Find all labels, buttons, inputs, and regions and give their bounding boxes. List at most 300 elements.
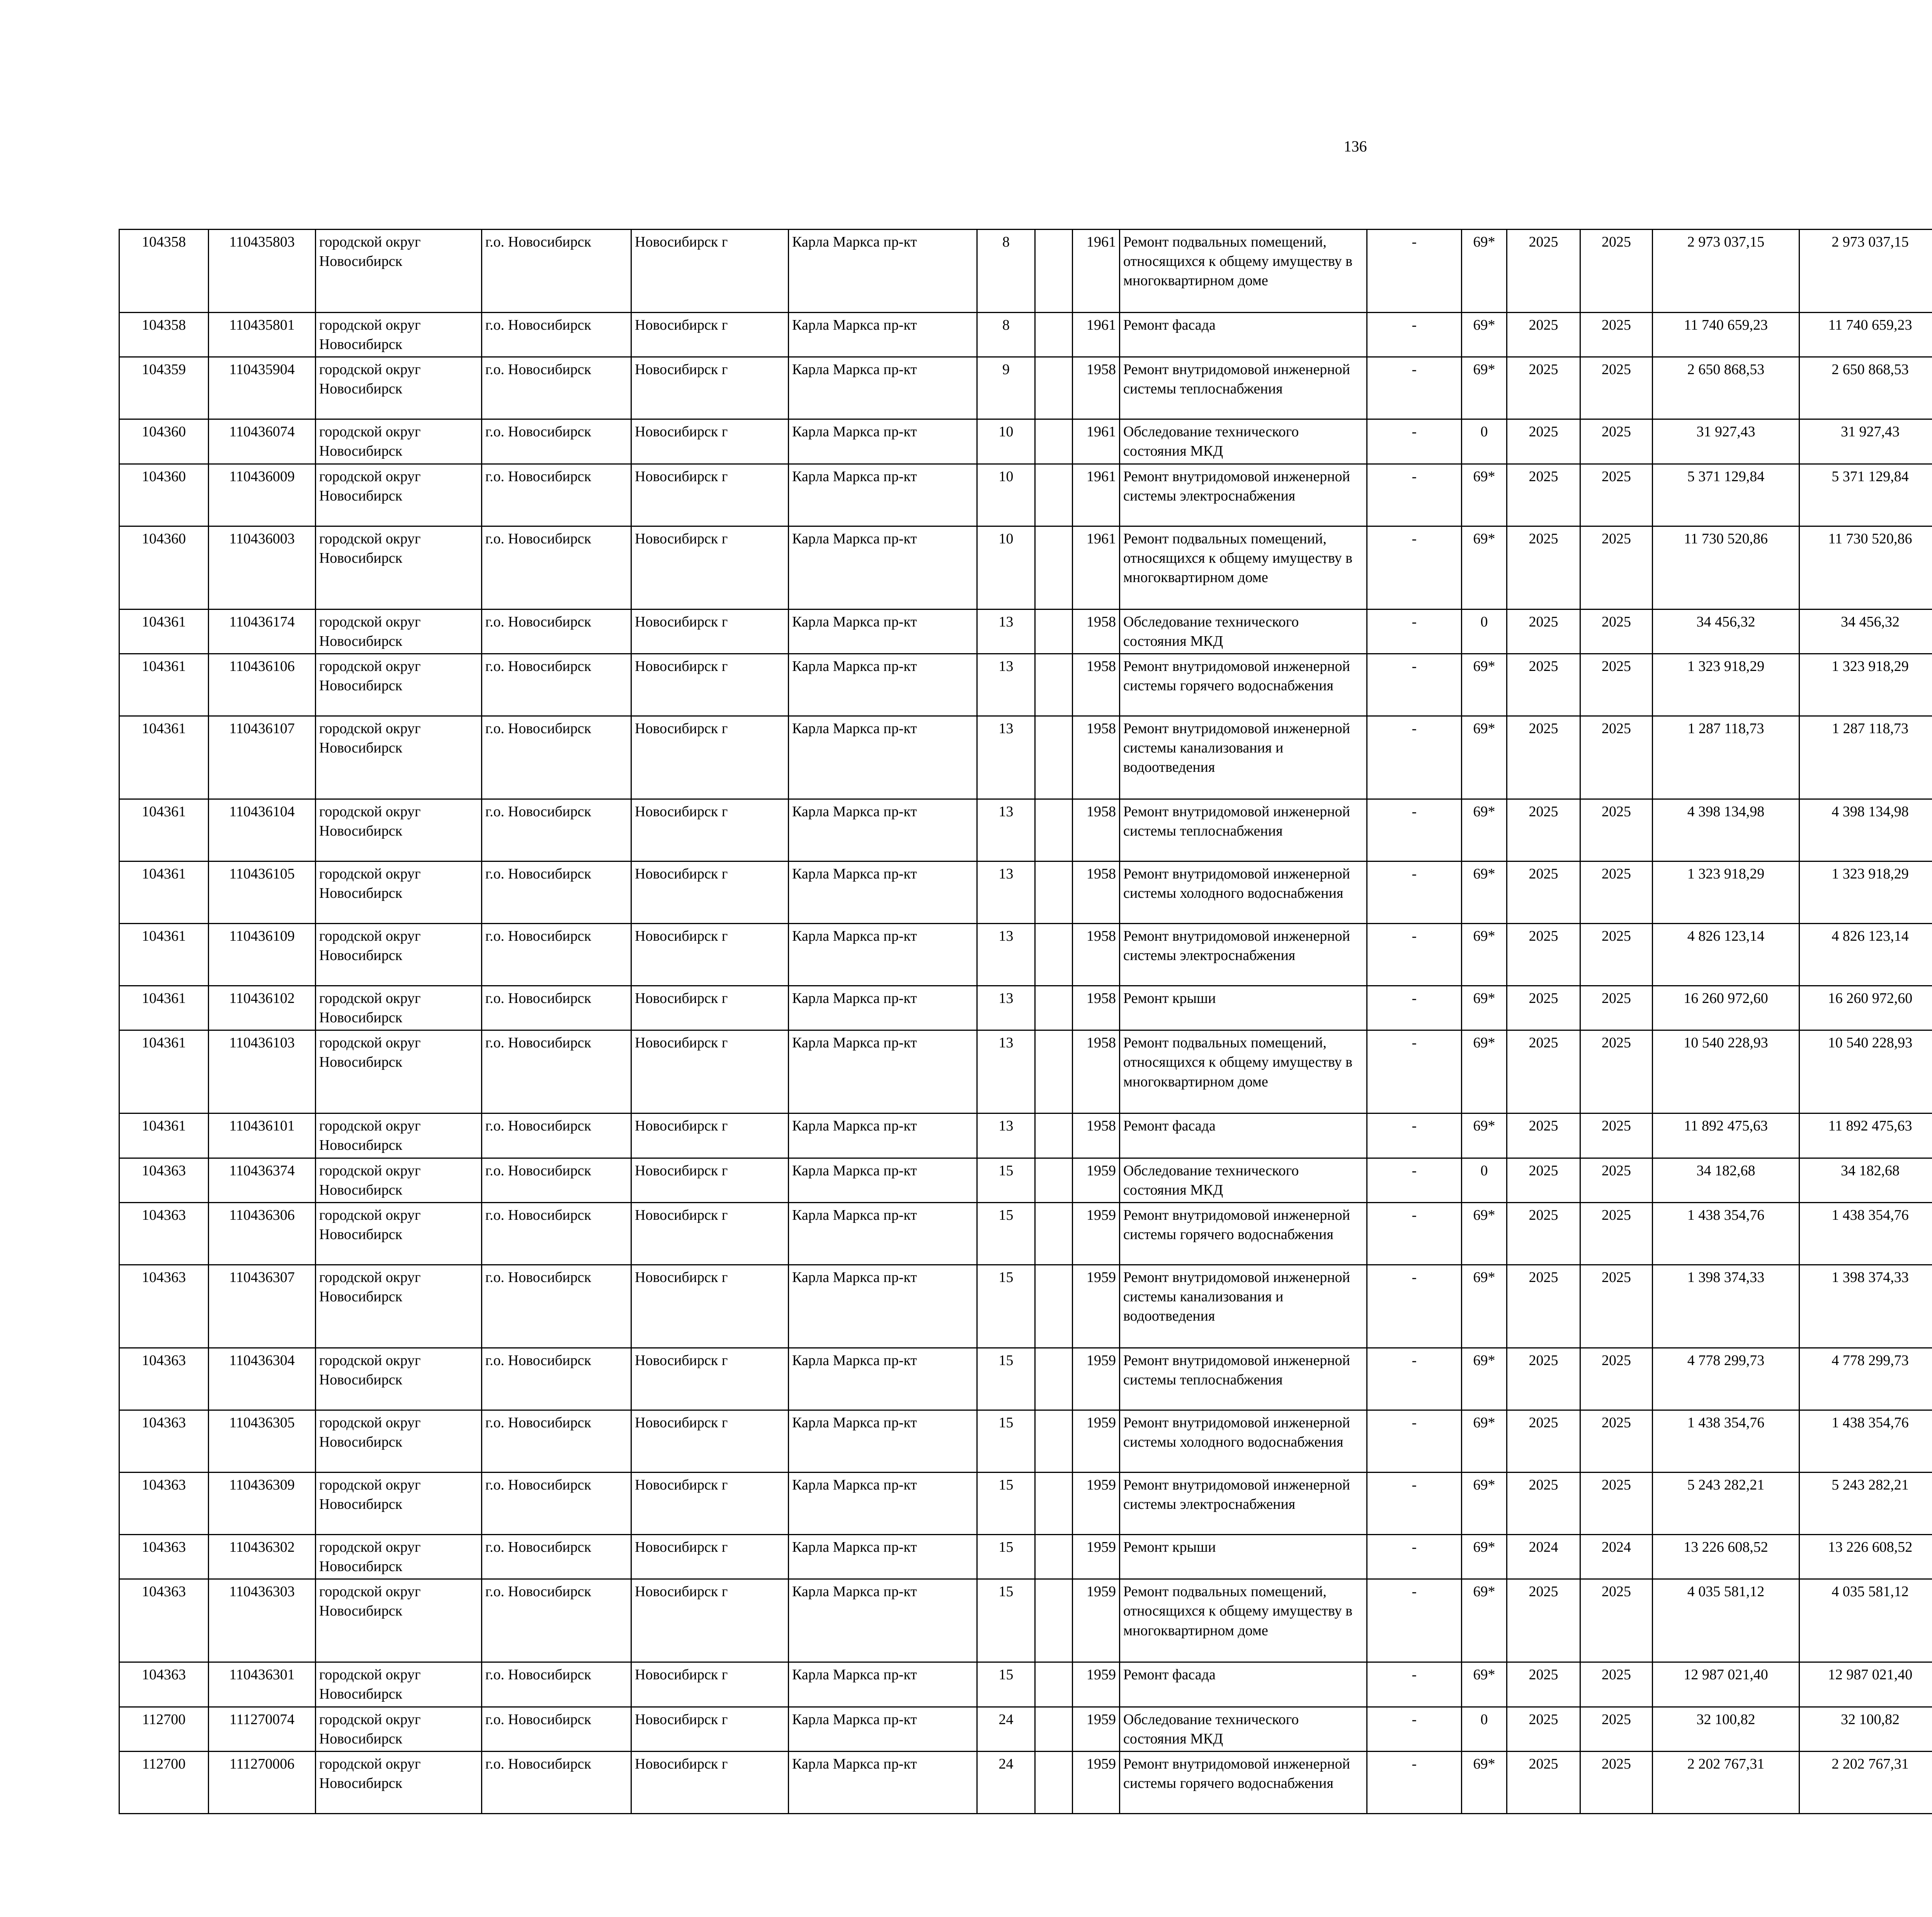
cell-house-id: 104363 [119,1265,209,1348]
cell-municipality: городской округ Новосибирск [316,1348,482,1410]
cell-plan-year-start: 2025 [1507,799,1580,861]
cell-building [1035,1202,1073,1265]
cell-street: Карла Маркса пр-кт [789,799,977,861]
cell-street: Карла Маркса пр-кт [789,464,977,526]
cell-plan-year-end: 2025 [1580,1030,1653,1113]
cell-unit: - [1367,861,1462,923]
cell-plan-year-end: 2025 [1580,357,1653,419]
cell-unit: - [1367,986,1462,1030]
cell-cost-fund: 1 438 354,76 [1799,1202,1932,1265]
cell-cost-fund: 4 398 134,98 [1799,799,1932,861]
cell-plan-year-start: 2025 [1507,861,1580,923]
cell-year-built: 1959 [1073,1707,1120,1751]
cell-unit: - [1367,230,1462,313]
cell-work-id: 110436109 [209,923,316,986]
cell-cost-total: 4 826 123,14 [1653,923,1799,986]
cell-work-type: Обследование технического состояния МКД [1120,1158,1367,1202]
cell-building [1035,357,1073,419]
cell-street: Карла Маркса пр-кт [789,1707,977,1751]
cell-city: Новосибирск г [631,1202,789,1265]
cell-cost-fund: 34 456,32 [1799,609,1932,654]
cell-work-id: 110436303 [209,1579,316,1662]
cell-year-built: 1958 [1073,654,1120,716]
cell-cost-total: 34 456,32 [1653,609,1799,654]
cell-street: Карла Маркса пр-кт [789,1202,977,1265]
cell-plan-year-end: 2025 [1580,923,1653,986]
cell-house-number: 13 [977,654,1035,716]
cell-building [1035,1113,1073,1158]
cell-street: Карла Маркса пр-кт [789,313,977,357]
cell-plan-year-end: 2025 [1580,1265,1653,1348]
cell-cost-fund: 4 826 123,14 [1799,923,1932,986]
cell-cost-fund: 1 438 354,76 [1799,1410,1932,1472]
cell-plan-year-start: 2025 [1507,1472,1580,1534]
cell-year-built: 1959 [1073,1472,1120,1534]
cell-house-number: 15 [977,1348,1035,1410]
cell-work-id: 110436003 [209,526,316,609]
cell-house-number: 10 [977,419,1035,464]
cell-house-number: 15 [977,1662,1035,1707]
cell-settlement: г.о. Новосибирск [482,609,631,654]
cell-area-rate: 69* [1462,526,1507,609]
cell-cost-fund: 12 987 021,40 [1799,1662,1932,1707]
cell-year-built: 1961 [1073,464,1120,526]
cell-house-id: 104363 [119,1410,209,1472]
cell-plan-year-end: 2025 [1580,1113,1653,1158]
cell-work-id: 110436103 [209,1030,316,1113]
cell-settlement: г.о. Новосибирск [482,1662,631,1707]
cell-unit: - [1367,1158,1462,1202]
cell-work-id: 111270006 [209,1751,316,1813]
cell-city: Новосибирск г [631,654,789,716]
cell-street: Карла Маркса пр-кт [789,716,977,799]
cell-settlement: г.о. Новосибирск [482,1534,631,1579]
cell-unit: - [1367,313,1462,357]
cell-city: Новосибирск г [631,1158,789,1202]
cell-work-id: 110436307 [209,1265,316,1348]
cell-house-id: 104361 [119,986,209,1030]
cell-work-type: Ремонт внутридомовой инженерной системы горячего водоснабжения [1120,1202,1367,1265]
cell-settlement: г.о. Новосибирск [482,1751,631,1813]
cell-area-rate: 69* [1462,1472,1507,1534]
cell-unit: - [1367,1348,1462,1410]
cell-house-id: 104361 [119,923,209,986]
table-row [119,1472,1932,1534]
cell-unit: - [1367,1202,1462,1265]
cell-unit: - [1367,1534,1462,1579]
cell-house-number: 8 [977,313,1035,357]
cell-cost-total: 11 892 475,63 [1653,1113,1799,1158]
cell-plan-year-start: 2025 [1507,1662,1580,1707]
table-row [119,230,1932,313]
table-row [119,1158,1932,1202]
cell-plan-year-start: 2025 [1507,230,1580,313]
cell-work-type: Ремонт фасада [1120,1662,1367,1707]
cell-year-built: 1961 [1073,313,1120,357]
cell-house-number: 13 [977,861,1035,923]
cell-plan-year-end: 2025 [1580,1707,1653,1751]
cell-cost-total: 32 100,82 [1653,1707,1799,1751]
cell-plan-year-end: 2025 [1580,609,1653,654]
cell-municipality: городской округ Новосибирск [316,654,482,716]
cell-area-rate: 69* [1462,230,1507,313]
cell-area-rate: 69* [1462,654,1507,716]
cell-city: Новосибирск г [631,1707,789,1751]
cell-work-type: Ремонт внутридомовой инженерной системы холодного водоснабжения [1120,1410,1367,1472]
cell-year-built: 1958 [1073,1030,1120,1113]
cell-plan-year-start: 2025 [1507,1030,1580,1113]
cell-area-rate: 0 [1462,1707,1507,1751]
cell-year-built: 1958 [1073,923,1120,986]
cell-unit: - [1367,1579,1462,1662]
cell-plan-year-start: 2025 [1507,609,1580,654]
cell-area-rate: 69* [1462,1113,1507,1158]
cell-year-built: 1961 [1073,419,1120,464]
cell-settlement: г.о. Новосибирск [482,230,631,313]
cell-building [1035,1579,1073,1662]
cell-year-built: 1959 [1073,1662,1120,1707]
table-row [119,1579,1932,1662]
cell-work-id: 110436304 [209,1348,316,1410]
cell-cost-fund: 31 927,43 [1799,419,1932,464]
cell-settlement: г.о. Новосибирск [482,716,631,799]
cell-cost-total: 2 973 037,15 [1653,230,1799,313]
cell-settlement: г.о. Новосибирск [482,1472,631,1534]
table-row [119,1534,1932,1579]
cell-unit: - [1367,357,1462,419]
cell-house-id: 104358 [119,313,209,357]
cell-municipality: городской округ Новосибирск [316,1030,482,1113]
cell-house-number: 13 [977,716,1035,799]
cell-area-rate: 0 [1462,609,1507,654]
cell-plan-year-end: 2024 [1580,1534,1653,1579]
cell-plan-year-start: 2025 [1507,1410,1580,1472]
cell-cost-fund: 2 650 868,53 [1799,357,1932,419]
cell-cost-total: 1 438 354,76 [1653,1202,1799,1265]
cell-plan-year-end: 2025 [1580,861,1653,923]
cell-house-id: 104363 [119,1472,209,1534]
cell-cost-total: 11 730 520,86 [1653,526,1799,609]
cell-street: Карла Маркса пр-кт [789,1348,977,1410]
cell-unit: - [1367,609,1462,654]
cell-cost-total: 2 650 868,53 [1653,357,1799,419]
cell-cost-total: 5 243 282,21 [1653,1472,1799,1534]
cell-municipality: городской округ Новосибирск [316,716,482,799]
cell-house-number: 13 [977,1030,1035,1113]
cell-city: Новосибирск г [631,609,789,654]
cell-house-id: 104360 [119,464,209,526]
cell-work-type: Ремонт внутридомовой инженерной системы теплоснабжения [1120,1348,1367,1410]
cell-street: Карла Маркса пр-кт [789,419,977,464]
cell-municipality: городской округ Новосибирск [316,313,482,357]
cell-cost-total: 13 226 608,52 [1653,1534,1799,1579]
cell-house-number: 13 [977,1113,1035,1158]
cell-house-number: 15 [977,1410,1035,1472]
cell-cost-total: 1 438 354,76 [1653,1410,1799,1472]
cell-unit: - [1367,1472,1462,1534]
cell-cost-fund: 1 398 374,33 [1799,1265,1932,1348]
cell-municipality: городской округ Новосибирск [316,1202,482,1265]
table-row [119,1410,1932,1472]
cell-year-built: 1959 [1073,1534,1120,1579]
cell-plan-year-end: 2025 [1580,1158,1653,1202]
cell-city: Новосибирск г [631,419,789,464]
cell-plan-year-start: 2025 [1507,1751,1580,1813]
cell-plan-year-start: 2025 [1507,313,1580,357]
cell-settlement: г.о. Новосибирск [482,923,631,986]
cell-city: Новосибирск г [631,861,789,923]
cell-municipality: городской округ Новосибирск [316,1751,482,1813]
cell-cost-total: 1 323 918,29 [1653,654,1799,716]
cell-settlement: г.о. Новосибирск [482,1113,631,1158]
cell-work-id: 110436105 [209,861,316,923]
cell-unit: - [1367,1662,1462,1707]
cell-house-number: 13 [977,986,1035,1030]
cell-building [1035,861,1073,923]
cell-house-number: 13 [977,609,1035,654]
cell-cost-total: 1 323 918,29 [1653,861,1799,923]
cell-city: Новосибирск г [631,1410,789,1472]
cell-work-type: Ремонт внутридомовой инженерной системы электроснабжения [1120,923,1367,986]
cell-house-number: 13 [977,923,1035,986]
cell-city: Новосибирск г [631,357,789,419]
cell-city: Новосибирск г [631,986,789,1030]
cell-street: Карла Маркса пр-кт [789,1265,977,1348]
cell-work-type: Ремонт подвальных помещений, относящихся к общему имуществу в многоквартирном доме [1120,526,1367,609]
cell-municipality: городской округ Новосибирск [316,230,482,313]
cell-plan-year-end: 2025 [1580,1751,1653,1813]
cell-plan-year-end: 2025 [1580,799,1653,861]
cell-house-number: 8 [977,230,1035,313]
cell-work-id: 110436305 [209,1410,316,1472]
cell-area-rate: 69* [1462,464,1507,526]
cell-municipality: городской округ Новосибирск [316,1113,482,1158]
cell-area-rate: 69* [1462,1030,1507,1113]
cell-plan-year-end: 2025 [1580,986,1653,1030]
cell-house-number: 24 [977,1707,1035,1751]
cell-area-rate: 69* [1462,1410,1507,1472]
cell-area-rate: 69* [1462,1348,1507,1410]
cell-house-number: 15 [977,1158,1035,1202]
cell-house-id: 104363 [119,1534,209,1579]
cell-cost-fund: 1 287 118,73 [1799,716,1932,799]
cell-work-id: 110435904 [209,357,316,419]
cell-cost-fund: 11 740 659,23 [1799,313,1932,357]
table-row [119,1751,1932,1813]
cell-settlement: г.о. Новосибирск [482,357,631,419]
cell-street: Карла Маркса пр-кт [789,1751,977,1813]
cell-settlement: г.о. Новосибирск [482,986,631,1030]
cell-work-id: 110436074 [209,419,316,464]
cell-city: Новосибирск г [631,923,789,986]
cell-settlement: г.о. Новосибирск [482,1030,631,1113]
cell-work-type: Ремонт внутридомовой инженерной системы теплоснабжения [1120,799,1367,861]
table-row [119,357,1932,419]
cell-work-id: 110436301 [209,1662,316,1707]
table-row [119,1265,1932,1348]
cell-area-rate: 69* [1462,1265,1507,1348]
cell-house-number: 15 [977,1472,1035,1534]
cell-cost-total: 1 398 374,33 [1653,1265,1799,1348]
cell-work-id: 110436009 [209,464,316,526]
cell-plan-year-end: 2025 [1580,1662,1653,1707]
cell-plan-year-end: 2025 [1580,1579,1653,1662]
cell-work-id: 110436102 [209,986,316,1030]
cell-area-rate: 69* [1462,923,1507,986]
cell-work-id: 110436104 [209,799,316,861]
cell-work-id: 110435803 [209,230,316,313]
cell-street: Карла Маркса пр-кт [789,1534,977,1579]
cell-work-id: 110435801 [209,313,316,357]
cell-cost-fund: 1 323 918,29 [1799,861,1932,923]
cell-year-built: 1959 [1073,1202,1120,1265]
table-row [119,1348,1932,1410]
cell-building [1035,716,1073,799]
table-row [119,1113,1932,1158]
table-row [119,986,1932,1030]
cell-municipality: городской округ Новосибирск [316,799,482,861]
cell-cost-total: 4 398 134,98 [1653,799,1799,861]
cell-cost-total: 5 371 129,84 [1653,464,1799,526]
cell-building [1035,1534,1073,1579]
cell-house-number: 10 [977,464,1035,526]
cell-municipality: городской округ Новосибирск [316,1579,482,1662]
cell-municipality: городской округ Новосибирск [316,1158,482,1202]
cell-work-type: Обследование технического состояния МКД [1120,609,1367,654]
repair-schedule-table [119,229,1932,1814]
cell-year-built: 1961 [1073,230,1120,313]
cell-city: Новосибирск г [631,1472,789,1534]
cell-building [1035,526,1073,609]
cell-year-built: 1958 [1073,716,1120,799]
cell-settlement: г.о. Новосибирск [482,1707,631,1751]
cell-house-id: 104361 [119,861,209,923]
cell-work-type: Ремонт фасада [1120,313,1367,357]
cell-house-id: 104363 [119,1202,209,1265]
cell-street: Карла Маркса пр-кт [789,861,977,923]
cell-city: Новосибирск г [631,1534,789,1579]
cell-house-id: 104363 [119,1579,209,1662]
table-row [119,799,1932,861]
cell-cost-fund: 5 243 282,21 [1799,1472,1932,1534]
cell-house-number: 9 [977,357,1035,419]
cell-street: Карла Маркса пр-кт [789,1662,977,1707]
cell-cost-total: 16 260 972,60 [1653,986,1799,1030]
cell-area-rate: 69* [1462,357,1507,419]
cell-work-type: Ремонт подвальных помещений, относящихся к общему имуществу в многоквартирном доме [1120,1579,1367,1662]
cell-plan-year-end: 2025 [1580,716,1653,799]
cell-street: Карла Маркса пр-кт [789,526,977,609]
cell-building [1035,654,1073,716]
cell-house-id: 104363 [119,1348,209,1410]
cell-plan-year-start: 2025 [1507,986,1580,1030]
cell-street: Карла Маркса пр-кт [789,1472,977,1534]
cell-settlement: г.о. Новосибирск [482,1410,631,1472]
cell-plan-year-start: 2025 [1507,1158,1580,1202]
cell-house-id: 104361 [119,716,209,799]
cell-unit: - [1367,419,1462,464]
cell-cost-fund: 2 202 767,31 [1799,1751,1932,1813]
cell-year-built: 1958 [1073,357,1120,419]
cell-area-rate: 69* [1462,986,1507,1030]
cell-year-built: 1959 [1073,1158,1120,1202]
cell-cost-total: 2 202 767,31 [1653,1751,1799,1813]
cell-work-id: 110436309 [209,1472,316,1534]
cell-municipality: городской округ Новосибирск [316,1534,482,1579]
cell-street: Карла Маркса пр-кт [789,986,977,1030]
cell-building [1035,419,1073,464]
cell-work-type: Обследование технического состояния МКД [1120,419,1367,464]
cell-house-id: 104361 [119,654,209,716]
cell-house-id: 104363 [119,1662,209,1707]
cell-street: Карла Маркса пр-кт [789,1579,977,1662]
cell-cost-fund: 11 730 520,86 [1799,526,1932,609]
cell-year-built: 1959 [1073,1751,1120,1813]
table-body [119,230,1932,1814]
cell-settlement: г.о. Новосибирск [482,1202,631,1265]
cell-building [1035,609,1073,654]
cell-municipality: городской округ Новосибирск [316,1472,482,1534]
cell-building [1035,464,1073,526]
cell-settlement: г.о. Новосибирск [482,799,631,861]
cell-building [1035,1348,1073,1410]
cell-house-number: 15 [977,1534,1035,1579]
cell-municipality: городской округ Новосибирск [316,986,482,1030]
cell-municipality: городской округ Новосибирск [316,861,482,923]
cell-building [1035,1410,1073,1472]
cell-building [1035,1707,1073,1751]
table-row [119,1707,1932,1751]
cell-year-built: 1958 [1073,986,1120,1030]
cell-house-number: 13 [977,799,1035,861]
cell-settlement: г.о. Новосибирск [482,1158,631,1202]
table-row [119,1030,1932,1113]
cell-plan-year-start: 2025 [1507,1707,1580,1751]
cell-cost-fund: 32 100,82 [1799,1707,1932,1751]
cell-cost-fund: 10 540 228,93 [1799,1030,1932,1113]
cell-city: Новосибирск г [631,464,789,526]
cell-plan-year-start: 2024 [1507,1534,1580,1579]
table-row [119,716,1932,799]
cell-work-type: Ремонт внутридомовой инженерной системы электроснабжения [1120,464,1367,526]
cell-unit: - [1367,1113,1462,1158]
cell-municipality: городской округ Новосибирск [316,923,482,986]
cell-work-type: Ремонт внутридомовой инженерной системы теплоснабжения [1120,357,1367,419]
cell-settlement: г.о. Новосибирск [482,313,631,357]
cell-street: Карла Маркса пр-кт [789,1113,977,1158]
cell-cost-fund: 13 226 608,52 [1799,1534,1932,1579]
cell-cost-fund: 16 260 972,60 [1799,986,1932,1030]
cell-building [1035,313,1073,357]
cell-city: Новосибирск г [631,1751,789,1813]
cell-municipality: городской округ Новосибирск [316,526,482,609]
cell-cost-total: 34 182,68 [1653,1158,1799,1202]
cell-unit: - [1367,923,1462,986]
cell-municipality: городской округ Новосибирск [316,1707,482,1751]
cell-street: Карла Маркса пр-кт [789,1030,977,1113]
cell-house-id: 104361 [119,1030,209,1113]
cell-unit: - [1367,1030,1462,1113]
cell-settlement: г.о. Новосибирск [482,526,631,609]
table-row [119,1662,1932,1707]
cell-city: Новосибирск г [631,1662,789,1707]
cell-street: Карла Маркса пр-кт [789,230,977,313]
cell-unit: - [1367,464,1462,526]
cell-work-type: Ремонт внутридомовой инженерной системы холодного водоснабжения [1120,861,1367,923]
cell-settlement: г.о. Новосибирск [482,1348,631,1410]
cell-area-rate: 69* [1462,313,1507,357]
cell-house-id: 104360 [119,419,209,464]
